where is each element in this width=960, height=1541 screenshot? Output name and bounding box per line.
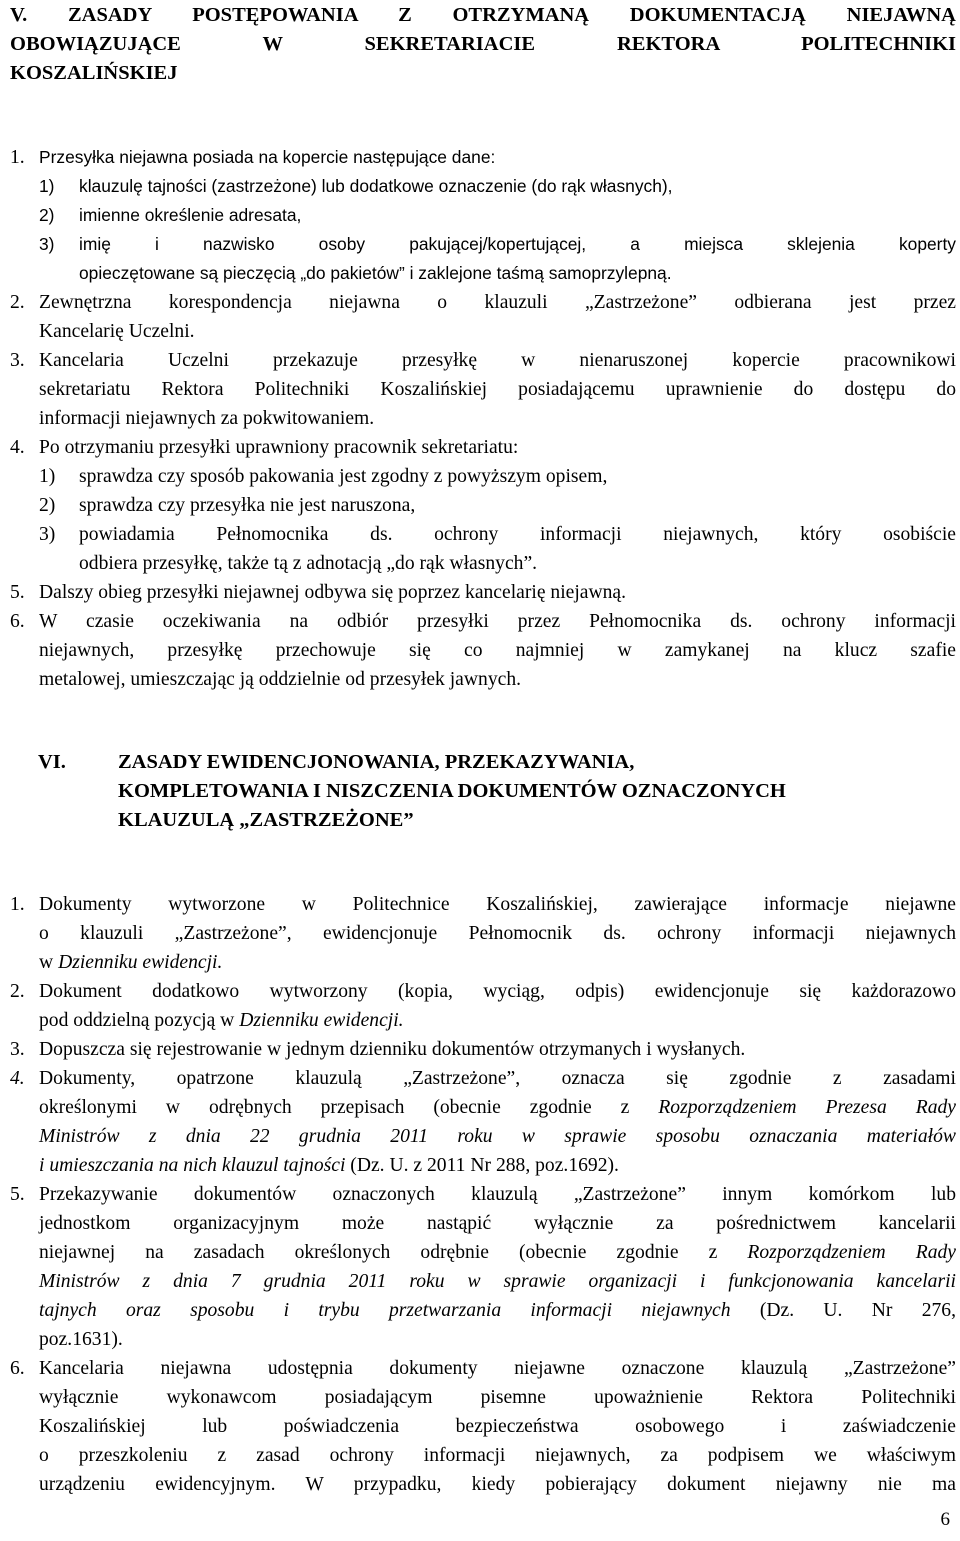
item-number: 2. (10, 292, 25, 313)
item-text: Dopuszcza się rejestrowanie w jednym dzienniku dokumentów otrzymanych i wysłanych. (39, 1039, 746, 1060)
item-number: 5. (10, 1184, 25, 1205)
item-text: Dalszy obieg przesyłki niejawnej odbywa się poprzez kancelarię niejawną. (39, 582, 627, 603)
item-text: informacji niejawnych za pokwitowaniem. (39, 408, 375, 429)
item-text: Koszalińskiej lub poświadczenia bezpieczeństwa osobowego i zaświadczenie (39, 1416, 956, 1437)
item-text: określonymi w odrębnych przepisach (obecnie zgodnie z Rozporządzeniem Prezesa Rady (39, 1097, 956, 1118)
item-number: 3. (10, 1039, 25, 1060)
sub-item-number: 2) (39, 205, 55, 225)
item-text: pod oddzielną pozycją w Dzienniku ewidencji. (39, 1010, 404, 1031)
item-number: 6. (10, 1358, 25, 1379)
section-6-heading (10, 748, 956, 835)
sub-item-text: imię i nazwisko osoby pakującej/kopertującej, a miejsca sklejenia koperty (79, 234, 956, 254)
section-5-item-6 (10, 607, 956, 636)
heading-line: V. ZASADY POSTĘPOWANIA Z OTRZYMANĄ DOKUMENTACJĄ NIEJAWNĄ (10, 4, 956, 26)
sub-item-continuation: odbiera przesyłkę, także tą z adnotacją „do rąk własnych”. (79, 553, 538, 574)
item-text: W czasie oczekiwania na odbiór przesyłki przez Pełnomocnika ds. ochrony informacji (39, 611, 956, 632)
sub-item (10, 201, 956, 230)
sub-item (10, 462, 956, 491)
section-6-item-6 (10, 1354, 956, 1383)
item-text: Kancelaria niejawna udostępnia dokumenty niejawne oznaczone klauzulą „Zastrzeżone” (39, 1358, 956, 1379)
section-5-item-3 (10, 346, 956, 375)
heading-line: KLAUZULĄ „ZASTRZEŻONE” (118, 809, 414, 831)
section-6-item-1 (10, 890, 956, 919)
item-text: Przesyłka niejawna posiada na kopercie następujące dane: (39, 147, 496, 167)
item-text: Ministrów z dnia 22 grudnia 2011 roku w sprawie sposobu oznaczania materiałów (39, 1126, 956, 1147)
item-text: metalowej, umieszczając ją oddzielnie od przesyłek jawnych. (39, 669, 522, 690)
sub-item-text: klauzulę tajności (zastrzeżone) lub dodatkowe oznaczenie (do rąk własnych), (79, 176, 673, 196)
item-text: urządzeniu ewidencyjnym. W przypadku, kiedy pobierający dokument niejawny nie ma (39, 1474, 956, 1495)
item-text: jednostkom organizacyjnym może nastąpić wyłącznie za pośrednictwem kancelarii (39, 1213, 956, 1234)
page-number: 6 (940, 1509, 950, 1530)
sub-item-number: 1) (39, 176, 55, 196)
item-text: wyłącznie wykonawcom posiadającym pisemne upoważnienie Rektora Politechniki (39, 1387, 956, 1408)
section-6-item-5 (10, 1180, 956, 1209)
sub-item-text: sprawdza czy przesyłka nie jest naruszona, (79, 495, 416, 516)
sub-item (10, 172, 956, 201)
item-text: Dokumenty wytworzone w Politechnice Koszalińskiej, zawierające informacje niejawne (39, 894, 956, 915)
sub-item-continuation: opieczętowane są pieczęcią „do pakietów” i zaklejone taśmą samoprzylepną. (79, 263, 672, 283)
sub-item-number: 3) (39, 234, 55, 254)
item-number: 4. (10, 1068, 25, 1089)
item-text: Ministrów z dnia 7 grudnia 2011 roku w sprawie organizacji i funkcjonowania kancelarii (39, 1271, 956, 1292)
item-text: Zewnętrzna korespondencja niejawna o klauzuli „Zastrzeżone” odbierana jest przez (39, 292, 956, 313)
sub-item (10, 230, 956, 259)
item-number: 1. (10, 147, 25, 168)
item-text: Dokumenty, opatrzone klauzulą „Zastrzeżone”, oznacza się zgodnie z zasadami (39, 1068, 956, 1089)
section-number: VI. (38, 751, 66, 773)
sub-item-number: 1) (39, 466, 56, 487)
item-number: 6. (10, 611, 25, 632)
item-text: w Dzienniku ewidencji. (39, 952, 223, 973)
item-text: o przeszkoleniu z zasad ochrony informacji niejawnych, za podpisem we właściwym (39, 1445, 956, 1466)
heading-line: KOMPLETOWANIA I NISZCZENIA DOKUMENTÓW OZNACZONYCH (118, 780, 786, 802)
section-5-item-2 (10, 288, 956, 317)
section-5-item-4 (10, 433, 956, 462)
heading-line: ZASADY EWIDENCJONOWANIA, PRZEKAZYWANIA, (118, 751, 635, 773)
section-6-item-3 (10, 1035, 956, 1064)
section-5-heading (10, 0, 956, 88)
sub-item (10, 520, 956, 549)
sub-item-text: sprawdza czy sposób pakowania jest zgodny z powyższym opisem, (79, 466, 608, 487)
item-text: Po otrzymaniu przesyłki uprawniony pracownik sekretariatu: (39, 437, 519, 458)
item-number: 3. (10, 350, 25, 371)
sub-item-text: imienne określenie adresata, (79, 205, 302, 225)
item-text: niejawnych, przesyłkę przechowuje się co najmniej w zamykanej na klucz szafie (39, 640, 956, 661)
item-number: 2. (10, 981, 25, 1002)
item-text: poz.1631). (39, 1329, 123, 1350)
item-text: o klauzuli „Zastrzeżone”, ewidencjonuje Pełnomocnik ds. ochrony informacji niejawnych (39, 923, 956, 944)
item-text: Kancelarię Uczelni. (39, 321, 195, 342)
section-6-item-2 (10, 977, 956, 1006)
heading-line: OBOWIĄZUJĄCE W SEKRETARIACIE REKTORA POLITECHNIKI (10, 33, 956, 55)
sub-item-number: 2) (39, 495, 56, 516)
document-page (10, 0, 956, 1499)
item-text: i umieszczania na nich klauzul tajności (Dz. U. z 2011 Nr 288, poz.1692). (39, 1155, 619, 1176)
item-number: 1. (10, 894, 25, 915)
item-number: 5. (10, 582, 25, 603)
sub-item (10, 491, 956, 520)
item-text: Kancelaria Uczelni przekazuje przesyłkę w nienaruszonej kopercie pracownikowi (39, 350, 956, 371)
item-number: 4. (10, 437, 25, 458)
section-5-item-5 (10, 578, 956, 607)
item-text: tajnych oraz sposobu i trybu przetwarzania informacji niejawnych (Dz. U. Nr 276, (39, 1300, 956, 1321)
heading-line: KOSZALIŃSKIEJ (10, 62, 178, 84)
item-text: Dokument dodatkowo wytworzony (kopia, wyciąg, odpis) ewidencjonuje się każdorazowo (39, 981, 956, 1002)
sub-item-text: powiadamia Pełnomocnika ds. ochrony informacji niejawnych, który osobiście (79, 524, 956, 545)
item-text: Przekazywanie dokumentów oznaczonych klauzulą „Zastrzeżone” innym komórkom lub (39, 1184, 956, 1205)
item-text: sekretariatu Rektora Politechniki Koszalińskiej posiadającemu uprawnienie do dostępu do (39, 379, 956, 400)
sub-item-number: 3) (39, 524, 56, 545)
section-5-item-1 (10, 143, 956, 172)
item-text: niejawnej na zasadach określonych odrębnie (obecnie zgodnie z Rozporządzeniem Rady (39, 1242, 956, 1263)
section-6-item-4 (10, 1064, 956, 1093)
